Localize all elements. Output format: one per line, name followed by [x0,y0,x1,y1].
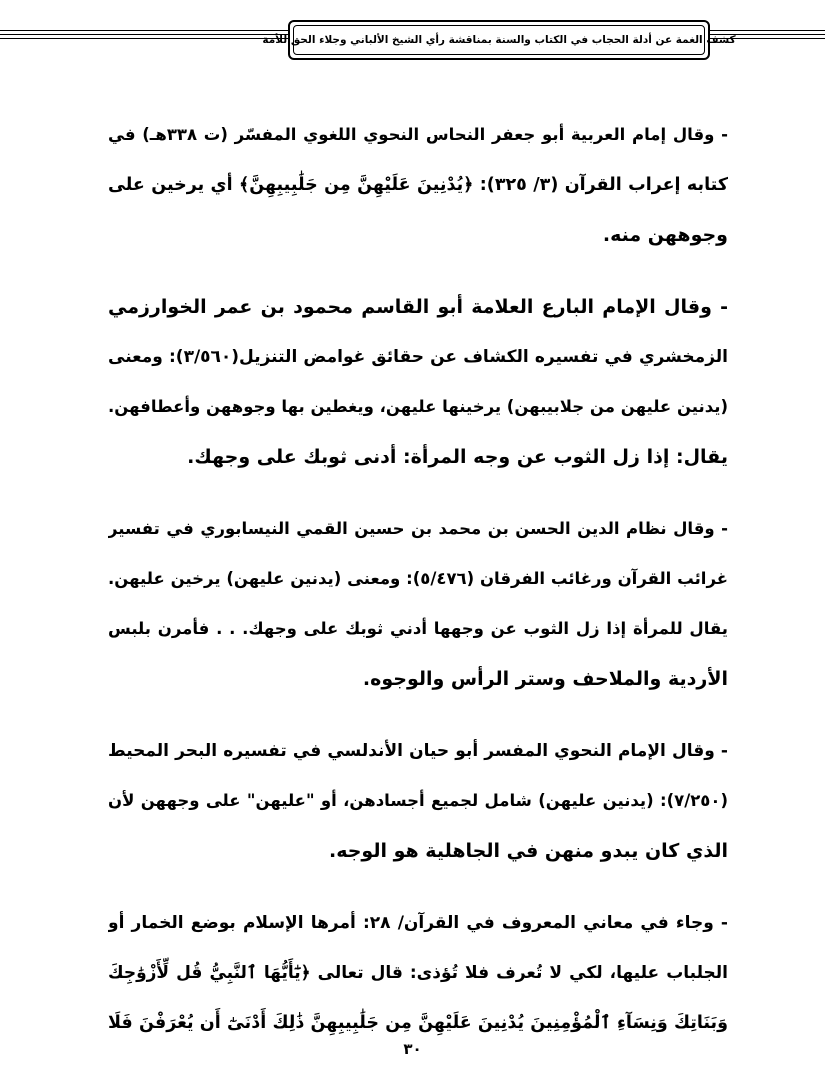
text-line: (٧/٢٥٠): (يدنين عليهن) شامل لجميع أجسادهن، أو "عليهن" على وجههن لأن [108,791,728,810]
book-title: كشف الغمة عن أدلة الحجاب في الكتاب والسنة بمناقشة رأي الشيخ الألباني وجلاء الحق للأمة [262,34,736,46]
paragraph-abu-hayyan [108,726,728,876]
text-line: يقال للمرأة إذا زل الثوب عن وجهها أدني ثوبك على وجهك. . . فأمرن بلبس [108,619,728,638]
paragraph-nisaburi [108,504,728,704]
text-line: الجلباب عليها، لكي لا تُعرف فلا تُؤذى: قال تعالى ﴿يَٰٓأَيُّهَا ٱلنَّبِيُّ قُل لِّأَزْوَٰجِكَ [108,963,728,983]
text-line: - وجاء في معاني المعروف في القرآن/ ٢٨: أمرها الإسلام بوضع الخمار أو [108,913,728,933]
paragraph-nahhas [108,110,728,260]
paragraph-maani [108,898,728,1048]
text-line: يقال: إذا زل الثوب عن وجه المرأة: أدنى ثوبك على وجهك. [187,446,728,468]
text-line: كتابه إعراب القرآن (٣/ ٣٢٥): ﴿يُدْنِينَ عَلَيْهِنَّ مِن جَلَٰبِيبِهِنَّ﴾ أي يرخين على [108,175,728,195]
text-line: - وقال إمام العربية أبو جعفر النحاس النحوي اللغوي المفسّر (ت ٣٣٨هـ) في [108,125,728,144]
text-line: الأردية والملاحف وستر الرأس والوجوه. [362,668,728,690]
text-line: الزمخشري في تفسيره الكشاف عن حقائق غوامض التنزيل(٣/٥٦٠): ومعنى [108,347,728,367]
text-line: الذي كان يبدو منهن في الجاهلية هو الوجه. [329,840,728,862]
text-line: - وقال الإمام البارع العلامة أبو القاسم محمود بن عمر الخوارزمي [108,296,728,318]
text-line: - وقال الإمام النحوي المفسر أبو حيان الأندلسي في تفسيره البحر المحيط [108,741,728,761]
text-line: وجوههن منه. [602,224,728,246]
header-frame [262,20,736,60]
text-line: وَبَنَاتِكَ وَنِسَآءِ ٱلْمُؤْمِنِينَ يُدْنِينَ عَلَيْهِنَّ مِن جَلَٰبِيبِهِنَّ ذَٰلِكَ أَدْنَىٰٓ أَن يُعْرَفْنَ فَلَا [108,1013,728,1033]
page-body [108,110,728,1070]
text-line: - وقال نظام الدين الحسن بن محمد بن حسين القمي النيسابوري في تفسير [108,519,728,538]
text-line: (يدنين عليهن من جلابيبهن) يرخينها عليهن، ويغطين بها وجوههن وأعطافهن. [108,397,728,416]
page-number: ٣٠ [403,1040,422,1058]
paragraph-zamakhshari [108,282,728,482]
text-line: غرائب القرآن ورغائب الفرقان (٥/٤٧٦): ومعنى (يدنين عليهن) يرخين عليهن. [108,569,728,588]
